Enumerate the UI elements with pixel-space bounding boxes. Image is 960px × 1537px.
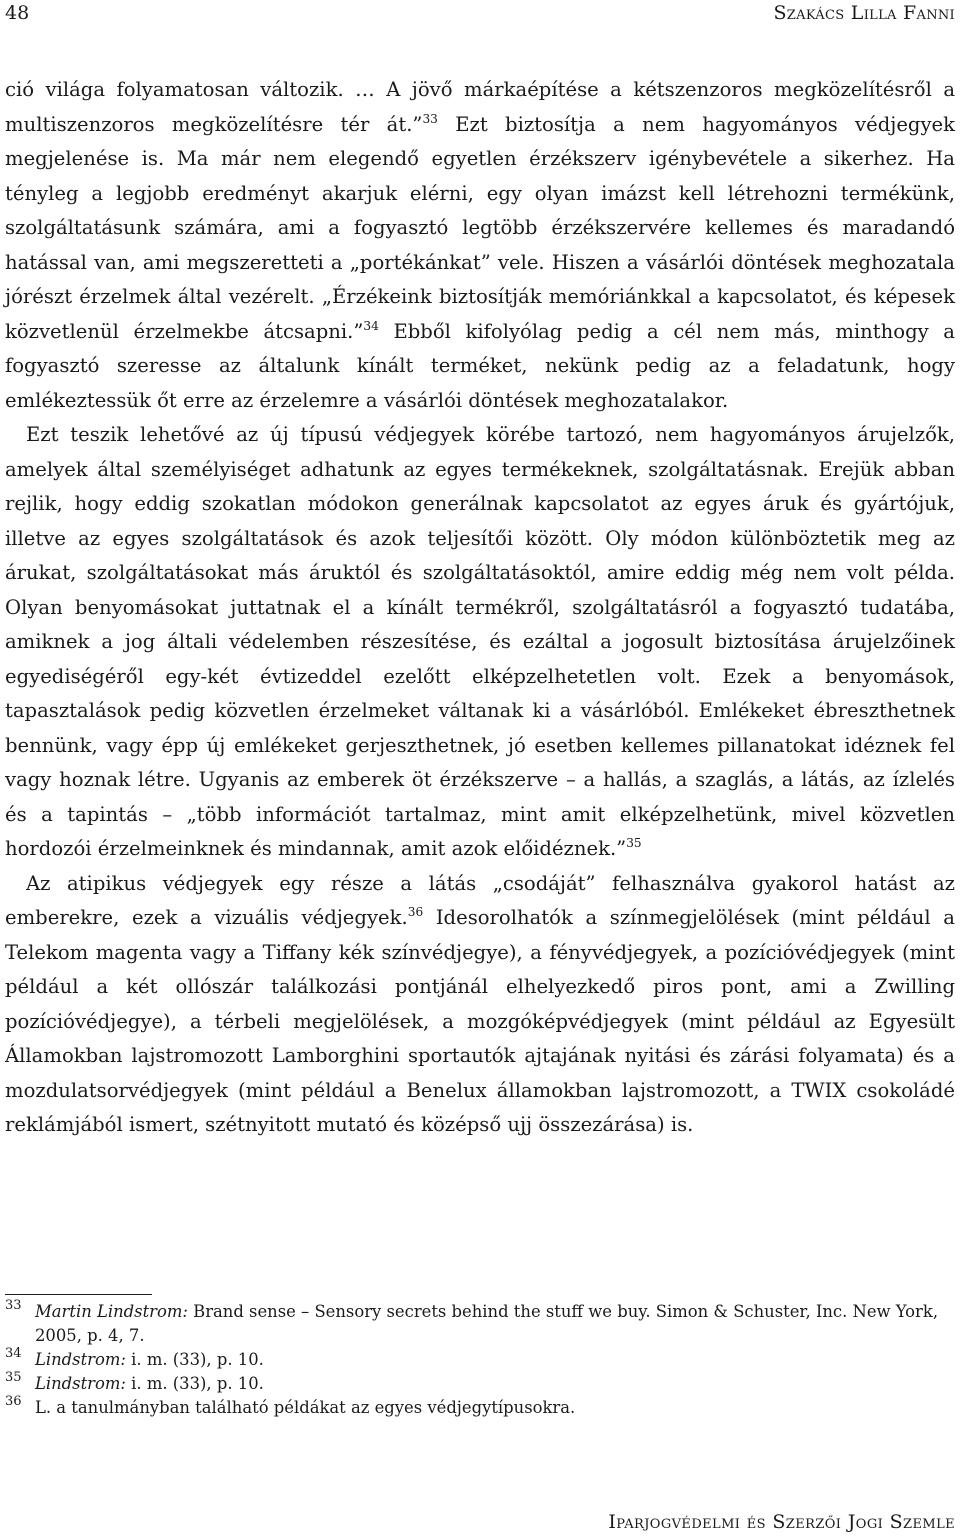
footnote-36 xyxy=(5,1396,955,1420)
footnote-author: Lindstrom: xyxy=(35,1374,126,1393)
footnote-number: 34 xyxy=(5,1346,22,1361)
footnote-number: 35 xyxy=(5,1370,22,1385)
paragraph-2-text: Ezt teszik lehetővé az új típusú védjegyek körébe tartozó, nem hagyományos árujelzők, amelyek által személyiséget adhatunk az egyes termékeknek, szolgáltatásnak. Erejük abban rejlik, hogy eddig szokatlan módokon generálnak kapcsolatot az egyes áruk és gyártójuk, illetve az egyes szolgáltatások és azok teljesítői között. Oly módon különböztetik meg az árukat, szolgáltatásokat más áruktól és szolgáltatásoktól, amire eddig még nem volt példa. Olyan benyomásokat juttatnak el a kínált termékről, szolgáltatásról a fogyasztó tudatába, amiknek a jog általi védelemben részesítése, és ezáltal a jogosult biztosítása árujelzőinek egyediségéről egy-két évtizeddel ezelőtt elképzelhetetlen volt. Ezek a benyomások, tapasztalások pedig közvetlen érzelmeket váltanak ki a vásárlóból. Emlékeket ébreszthetnek bennünk, vagy épp új emlékeket gerjeszthetnek, jó esetben kellemes pillanatokat idéznek fel vagy hoznak létre. Ugyanis az emberek öt érzékszerve – a hallás, a szaglás, a látás, az ízlelés és a tapintás – „több információt tartalmaz, mint amit elképzelhetünk, mivel közvetlen hordozói érzelmeinknek és mindannak, amit azok előidéznek.” xyxy=(5,423,955,860)
footnote-34 xyxy=(5,1348,955,1372)
page-number: 48 xyxy=(5,2,30,24)
footnote-number: 36 xyxy=(5,1394,22,1409)
body-text xyxy=(5,73,955,1143)
paragraph-3 xyxy=(5,867,955,1143)
footnote-ref-36[interactable]: 36 xyxy=(407,905,424,920)
footnotes xyxy=(5,1300,955,1420)
paragraph-3-text-b: Idesorolhatók a színmegjelölések (mint például a Telekom magenta vagy a Tiffany kék színvédjegye), a fényvédjegyek, a pozícióvédjegyek (mint például a két ollószár találkozási pontjánál elhelyezkedő piros pont, ami a Zwilling pozícióvédjegye), a térbeli megjelölések, a mozgóképvédjegyek (mint például az Egyesült Államokban lajstromozott Lamborghini sportautók ajtajának nyitási és zárási folyamata) és a mozdulatsorvédjegyek (mint például a Benelux államokban lajstromozott, a TWIX csokoládé reklámjából ismert, szétnyitott mutató és középső ujj összezárása) is. xyxy=(5,906,955,1136)
footnote-number: 33 xyxy=(5,1298,22,1313)
footnote-author: Martin Lindstrom: xyxy=(35,1302,188,1321)
paragraph-1-text-c: Ebből kifolyólag pedig a cél nem más, minthogy a fogyasztó szeresse az általunk kínált terméket, nekünk pedig az a feladatunk, hogy emlékeztessük őt erre az érzelemre a vásárlói döntések meghozatalakor. xyxy=(5,319,955,412)
footnote-text: Brand sense – Sensory secrets behind the stuff we buy. Simon & Schuster, Inc. New York, 2005, p. 4, 7. xyxy=(35,1302,939,1345)
running-foot-journal: Iparjogvédelmi és Szerzői Jogi Szemle xyxy=(608,1511,955,1533)
footnote-text: i. m. (33), p. 10. xyxy=(125,1350,264,1369)
footnote-text: L. a tanulmányban található példákat az egyes védjegytípusokra. xyxy=(35,1398,576,1417)
footnote-35 xyxy=(5,1372,955,1396)
footnote-ref-35[interactable]: 35 xyxy=(626,836,642,851)
footnote-33 xyxy=(5,1300,955,1348)
footnote-author: Lindstrom: xyxy=(35,1350,126,1369)
footnote-ref-34[interactable]: 34 xyxy=(363,318,379,333)
paragraph-1-text-b: Ezt biztosítja a nem hagyományos védjegyek megjelenése is. Ma már nem elegendő egyetlen érzékszerv igénybevétele a sikerhez. Ha tényleg a legjobb eredményt akarjuk elérni, egy olyan imázst kell létrehozni termékünk, szolgáltatásunk számára, ami a fogyasztó legtöbb érzékszervére kellemes és maradandó hatással van, ami megszeretteti a „portékánkat” vele. Hiszen a vásárlói döntések meghozatala jórészt érzelmek által vezérelt. „Érzékeink biztosítják memóriánkkal a kapcsolatot, és képesek közvetlenül érzelmekbe átcsapni.” xyxy=(5,112,955,343)
footnote-ref-33[interactable]: 33 xyxy=(422,111,438,126)
footnote-divider xyxy=(5,1294,152,1295)
running-head-author: Szakács Lilla Fanni xyxy=(773,2,955,24)
paragraph-1 xyxy=(5,73,955,418)
paragraph-2 xyxy=(5,418,955,867)
footnote-text: i. m. (33), p. 10. xyxy=(125,1374,264,1393)
paragraph-3-text-a: Az atipikus védjegyek egy része a látás „csodáját” felhasználva gyakorol hatást az emberekre, ezek a vizuális védjegyek. xyxy=(5,871,955,929)
paragraph-1-text-a: ció világa folyamatosan változik. … A jövő márkaépítése a kétszenzoros megközelítésről a multiszenzoros megközelítésre tér át.” xyxy=(5,78,955,136)
